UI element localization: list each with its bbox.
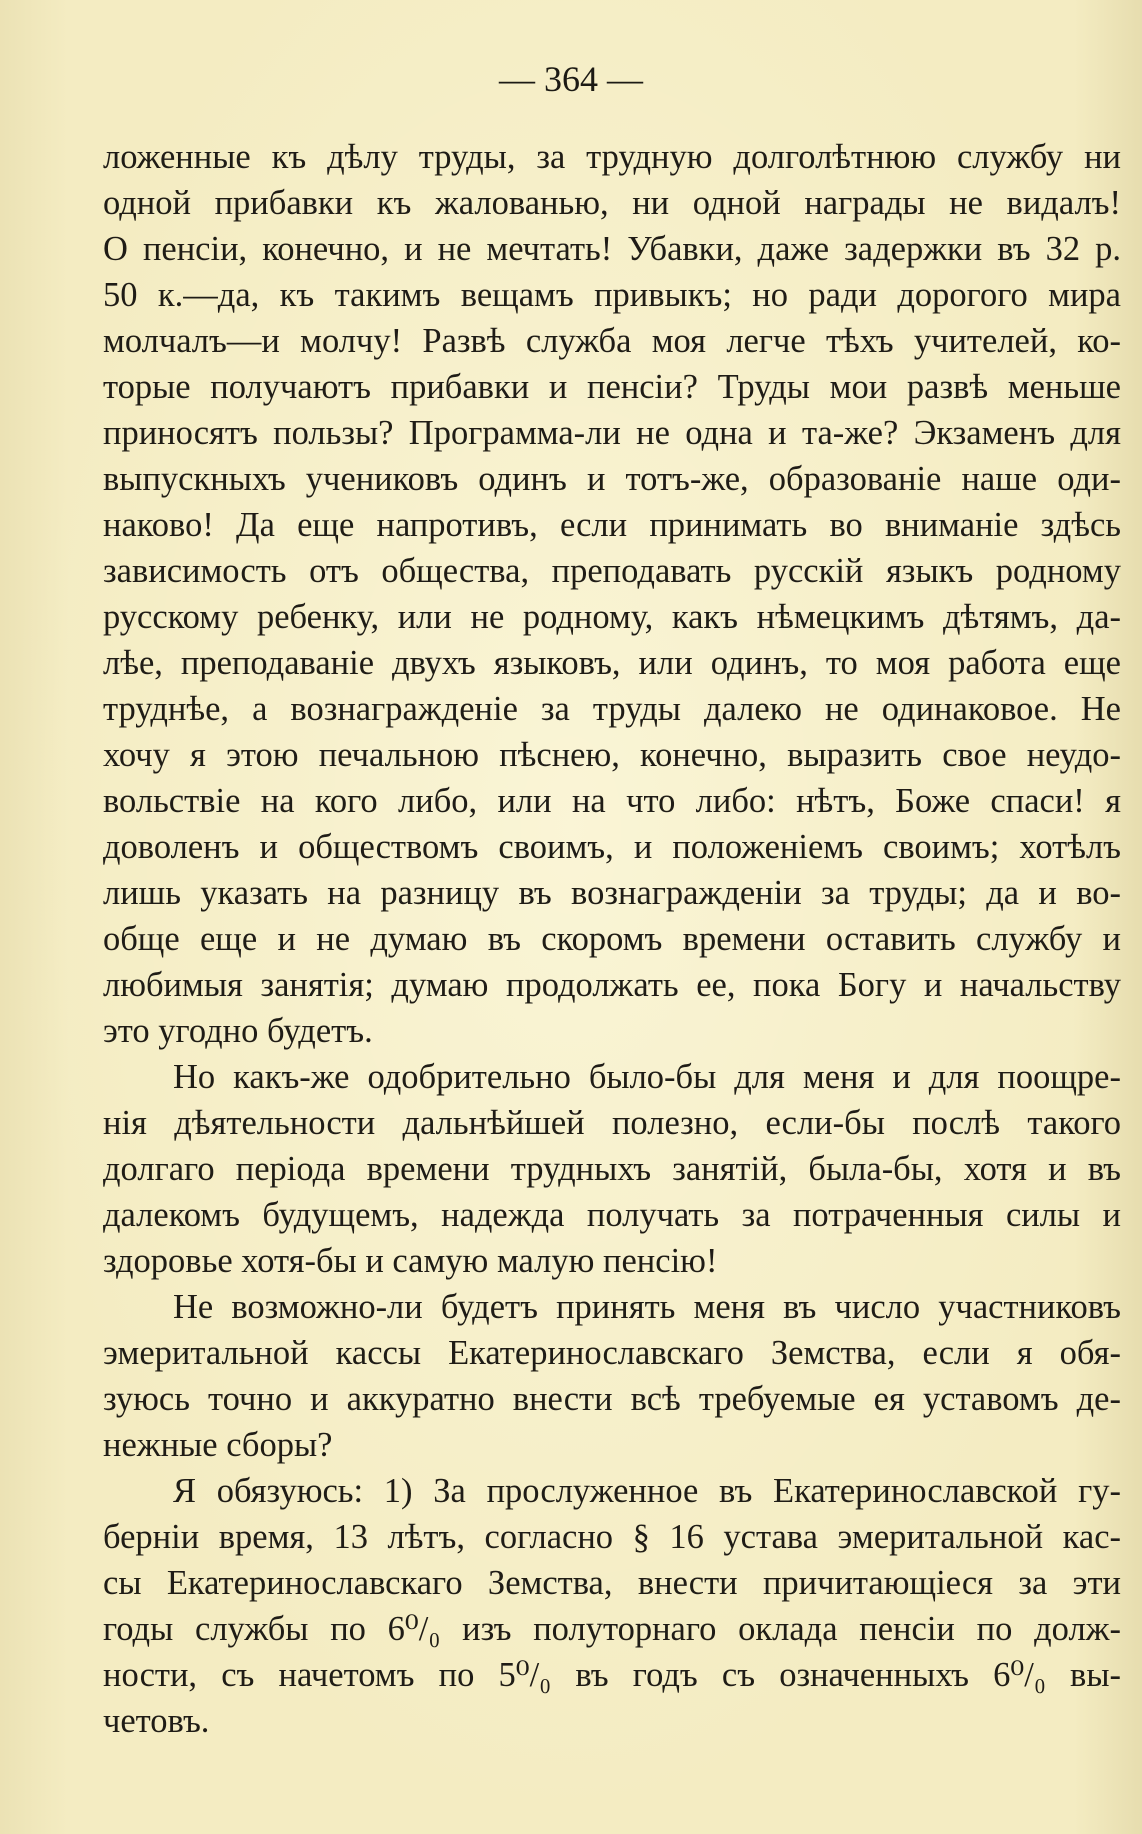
text-line: труднѣе, а вознагражденіе за труды далеко не одинаковое. Не [103, 690, 1121, 728]
text-line: вольствіе на кого либо, или на что либо: нѣтъ, Боже спаси! я [103, 782, 1121, 820]
text-line: русскому ребенку, или не родному, какъ нѣмецкимъ дѣтямъ, да- [103, 598, 1121, 636]
text-line: Не возможно-ли будетъ принять меня въ число участниковъ [173, 1288, 1121, 1326]
text-line: Но какъ-же одобрительно было-бы для меня и для поощре- [173, 1058, 1121, 1096]
text-line: нежные сборы? [103, 1426, 333, 1464]
text-line: выпускныхъ учениковъ одинъ и тотъ-же, образованіе наше оди- [103, 460, 1121, 498]
text-line: лишь указать на разницу въ вознагражденіи за труды; да и во- [103, 874, 1121, 912]
text-line: нія дѣятельности дальнѣйшей полезно, если-бы послѣ такого [103, 1104, 1121, 1142]
text-line: здоровье хотя-бы и самую малую пенсію! [103, 1242, 718, 1280]
body-text [103, 134, 1121, 1744]
page-number: — 364 — [499, 59, 643, 99]
paragraph [103, 1284, 1121, 1468]
text-line: ложенные къ дѣлу труды, за трудную долголѣтнюю службу ни [103, 138, 1121, 176]
text-line: зуюсь точно и аккуратно внести всѣ требуемые ея уставомъ де- [103, 1380, 1121, 1418]
text-line: берніи время, 13 лѣтъ, согласно § 16 устава эмеритальной кас- [103, 1518, 1121, 1556]
text-line: четовъ. [103, 1702, 210, 1740]
text-line: наково! Да еще напротивъ, если принимать во вниманіе здѣсь [103, 506, 1121, 544]
text-line: лѣе, преподаваніе двухъ языковъ, или одинъ, то моя работа еще [103, 644, 1121, 682]
paragraph [103, 1054, 1121, 1284]
text-line: торые получаютъ прибавки и пенсіи? Труды мои развѣ меньше [103, 368, 1121, 406]
text-line: доволенъ и обществомъ своимъ, и положеніемъ своимъ; хотѣлъ [103, 828, 1121, 866]
paragraph [103, 134, 1121, 1054]
text-line: зависимость отъ общества, преподавать русскій языкъ родному [103, 552, 1121, 590]
text-line: хочу я этою печальною пѣснею, конечно, выразить свое неудо- [103, 736, 1121, 774]
text-line: эмеритальной кассы Екатеринославскаго Земства, если я обя- [103, 1334, 1121, 1372]
text-line: 50 к.—да, къ такимъ вещамъ привыкъ; но ради дорогого мира [103, 276, 1121, 314]
text-line: обще еще и не думаю въ скоромъ времени оставить службу и [103, 920, 1121, 958]
text-line: Я обязуюсь: 1) За прослуженное въ Екатеринославской гу- [173, 1472, 1121, 1510]
text-line: любимыя занятія; думаю продолжать ее, пока Богу и начальству [103, 966, 1121, 1004]
text-line: О пенсіи, конечно, и не мечтать! Убавки, даже задержки въ 32 р. [103, 230, 1121, 268]
text-line: годы службы по 6⁰/₀ изъ полуторнаго оклада пенсіи по долж- [103, 1610, 1121, 1648]
text-line: сы Екатеринославскаго Земства, внести причитающіеся за эти [103, 1564, 1121, 1602]
text-line: молчалъ—и молчу! Развѣ служба моя легче тѣхъ учителей, ко- [103, 322, 1121, 360]
text-line: ности, съ начетомъ по 5⁰/₀ въ годъ съ означенныхъ 6⁰/₀ вы- [103, 1656, 1121, 1694]
text-line: это угодно будетъ. [103, 1012, 373, 1050]
text-line: одной прибавки къ жалованью, ни одной награды не видалъ! [103, 184, 1121, 222]
text-line: долгаго періода времени трудныхъ занятій, была-бы, хотя и въ [103, 1150, 1121, 1188]
paragraph [103, 1468, 1121, 1744]
text-line: приносятъ пользы? Программа-ли не одна и та-же? Экзаменъ для [103, 414, 1121, 452]
text-line: далекомъ будущемъ, надежда получать за потраченныя силы и [103, 1196, 1121, 1234]
